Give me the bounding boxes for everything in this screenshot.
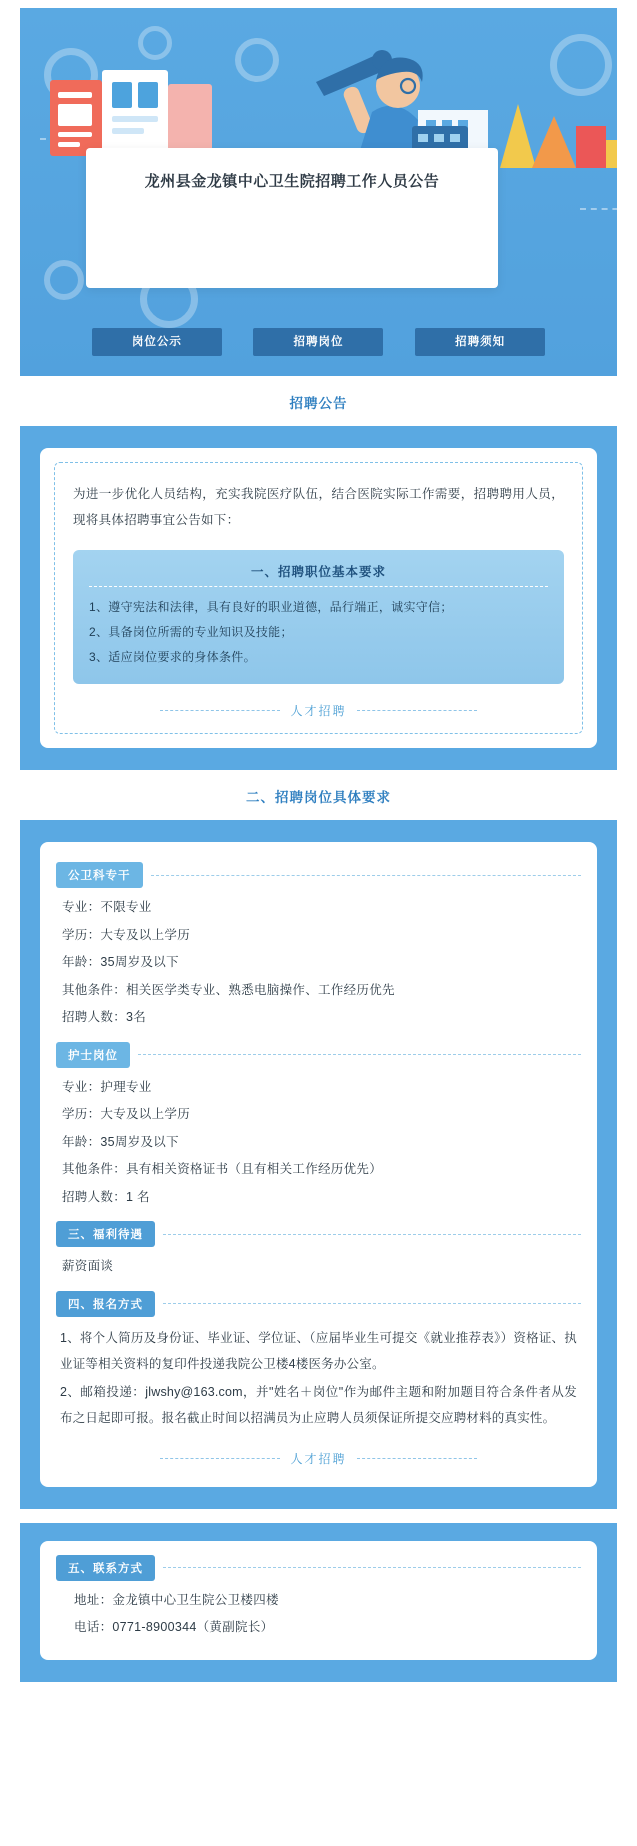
hero-button-instructions[interactable]: 招聘须知	[415, 328, 545, 356]
announcement-panel	[20, 426, 617, 770]
hero-button-row	[20, 328, 617, 356]
position-field: 年龄：35周岁及以下	[62, 1134, 179, 1149]
tag-dashed-line	[163, 1567, 581, 1568]
contact-panel	[20, 1523, 617, 1682]
ribbon-line-left	[160, 710, 280, 711]
section-spacer	[0, 1509, 637, 1523]
ribbon-label: 人才招聘	[290, 704, 347, 719]
basic-requirements-title: 一、招聘职位基本要求	[89, 562, 548, 587]
list-item: 2、具备岗位所需的专业知识及技能；	[89, 624, 293, 639]
contact-card	[40, 1541, 597, 1660]
position-tag-row	[56, 862, 581, 888]
position-field: 学历：大专及以上学历	[62, 1107, 191, 1122]
position-tag-row	[56, 1042, 581, 1068]
welfare-tag-row	[56, 1221, 581, 1247]
announcement-intro: 为进一步优化人员结构，充实我院医疗队伍，结合医院实际工作需要，招聘聘用人员，现将具体招聘事宜公告如下：	[73, 487, 564, 528]
hero-banner	[20, 8, 617, 376]
jobs-card	[40, 842, 597, 1487]
position-tag: 公卫科专干	[56, 862, 143, 888]
position-block	[56, 862, 581, 1032]
position-field: 其他条件：相关医学类专业、熟悉电脑操作、工作经历优先	[62, 982, 395, 997]
apply-item: 2、邮箱投递：jlwshy@163.com，并"姓名＋岗位"作为邮件主题和附加题目符合条件者从发布之日起即可报。报名截止时间以招满员为止应聘人员须保证所提交应聘材料的真实性。	[60, 1385, 577, 1426]
position-field: 其他条件：具有相关资格证书（且有相关工作经历优先）	[62, 1162, 383, 1177]
hero-button-post-notice[interactable]: 岗位公示	[92, 328, 222, 356]
contact-phone: 电话：0771-8900344（黄副院长）	[74, 1620, 274, 1635]
position-field: 招聘人数：3名	[62, 1010, 147, 1025]
tag-dashed-line	[151, 875, 582, 876]
position-field: 专业：不限专业	[62, 900, 152, 915]
contact-tag-row	[56, 1555, 581, 1581]
ribbon-talent-recruitment	[56, 1450, 581, 1467]
tag-dashed-line	[163, 1234, 581, 1235]
apply-block	[56, 1291, 581, 1432]
list-item: 3、适应岗位要求的身体条件。	[89, 649, 256, 664]
hero-title-card	[86, 148, 498, 288]
page-title: 龙州县金龙镇中心卫生院招聘工作人员公告	[144, 173, 440, 190]
position-block	[56, 1042, 581, 1212]
position-field: 招聘人数：1 名	[62, 1189, 150, 1204]
jobs-panel	[20, 820, 617, 1509]
position-field: 年龄：35周岁及以下	[62, 955, 179, 970]
basic-requirements-block	[73, 550, 564, 685]
position-tag: 护士岗位	[56, 1042, 130, 1068]
ribbon-talent-recruitment	[73, 702, 564, 719]
apply-item: 1、将个人简历及身份证、毕业证、学位证、（应届毕业生可提交《就业推荐表》）资格证、执业证等相关资料的复印件投递我院公卫楼4楼医务办公室。	[60, 1330, 577, 1371]
ribbon-label: 人才招聘	[290, 1451, 347, 1466]
ribbon-line-left	[160, 1458, 280, 1459]
position-field: 学历：大专及以上学历	[62, 927, 191, 942]
contact-tag: 五、联系方式	[56, 1555, 155, 1581]
announcement-dashed-box	[54, 462, 583, 734]
welfare-tag: 三、福利待遇	[56, 1221, 155, 1247]
welfare-text: 薪资面谈	[62, 1259, 114, 1274]
apply-tag: 四、报名方式	[56, 1291, 155, 1317]
ribbon-line-right	[357, 710, 477, 711]
ribbon-line-right	[357, 1458, 477, 1459]
hero-button-positions[interactable]: 招聘岗位	[253, 328, 383, 356]
apply-tag-row	[56, 1291, 581, 1317]
section-heading-jobs: 二、招聘岗位具体要求	[246, 790, 391, 806]
tag-dashed-line	[163, 1303, 581, 1304]
announcement-card	[40, 448, 597, 748]
tag-dashed-line	[138, 1054, 581, 1055]
position-field: 专业：护理专业	[62, 1079, 152, 1094]
contact-address: 地址：金龙镇中心卫生院公卫楼四楼	[74, 1592, 279, 1607]
welfare-block	[56, 1221, 581, 1281]
section-heading-announcement: 招聘公告	[289, 396, 348, 411]
list-item: 1、遵守宪法和法律，具有良好的职业道德，品行端正，诚实守信；	[89, 599, 453, 614]
